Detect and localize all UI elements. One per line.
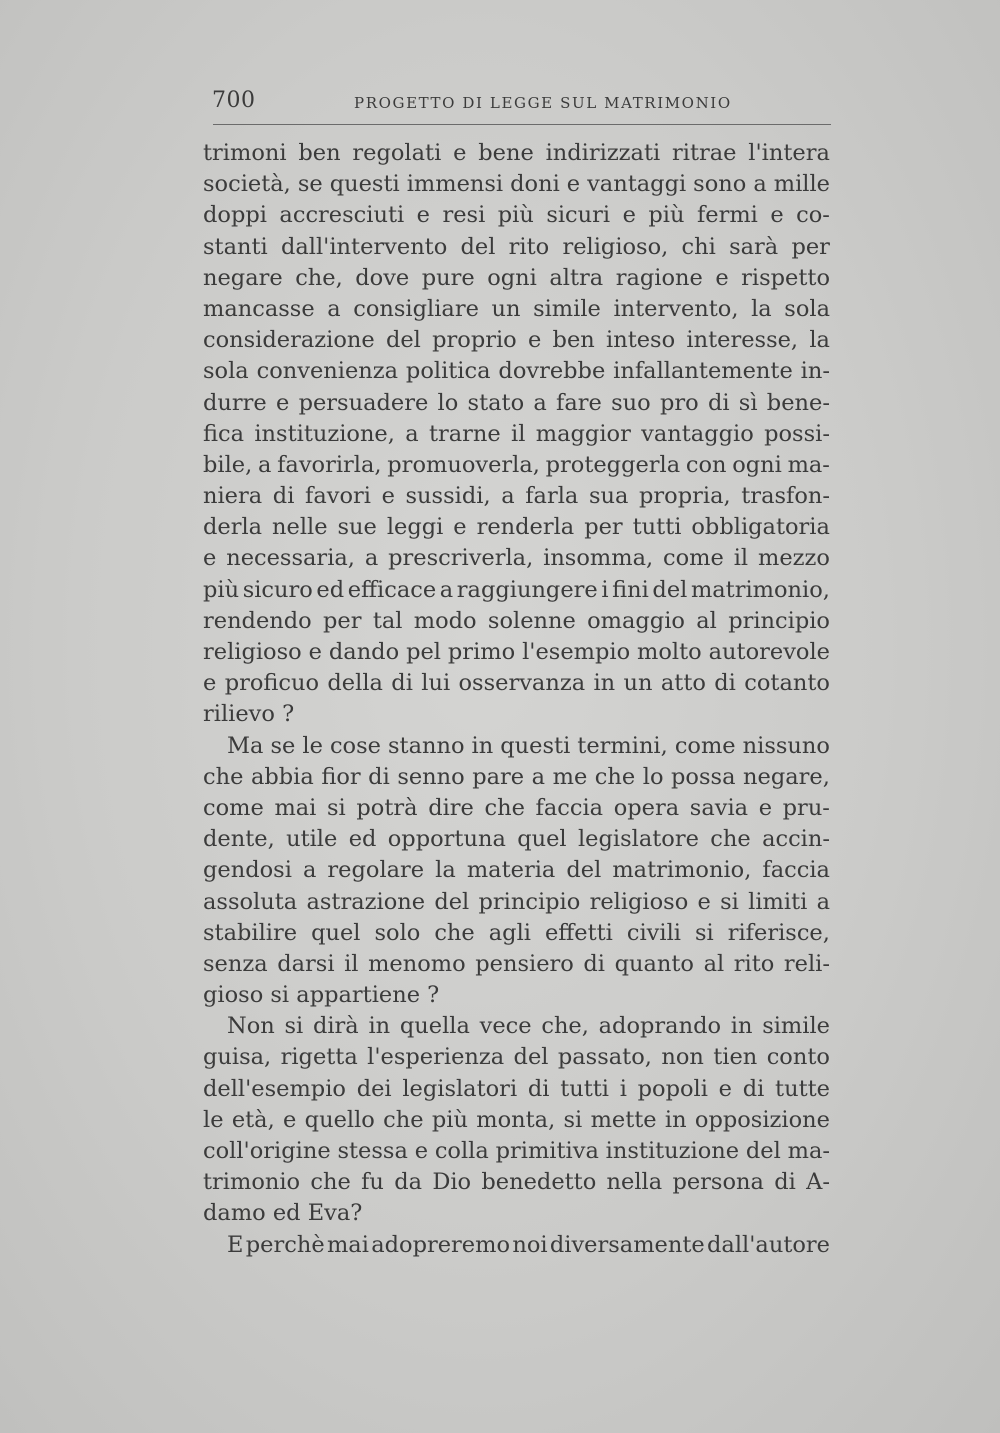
text-line: sola convenienza politica dovrebbe infallantemente in- <box>203 358 830 385</box>
text-line: trimoni ben regolati e bene indirizzati ritrae l'intera <box>203 140 830 166</box>
text-line: doppi accresciuti e resi più sicuri e più fermi e co- <box>203 202 830 229</box>
text-line: assoluta astrazione del principio religioso e si limiti a <box>203 888 830 915</box>
text-line: derla nelle sue leggi e renderla per tutti obbligatoria <box>203 514 830 541</box>
text-line: religioso e dando pel primo l'esempio molto autorevole <box>203 639 830 665</box>
page-header <box>212 88 832 120</box>
text-line: Non si dirà in quella vece che, adoprando in simile <box>227 1013 830 1040</box>
page-number: 700 <box>212 88 256 113</box>
text-line: trimonio che fu da Dio benedetto nella persona di A- <box>203 1169 830 1196</box>
text-line: Ma se le cose stanno in questi termini, come nissuno <box>227 732 830 759</box>
text-line: coll'origine stessa e colla primitiva instituzione del ma- <box>203 1138 830 1164</box>
text-line: dente, utile ed opportuna quel legislatore che accin- <box>203 826 830 853</box>
text-line: rilievo ? <box>203 701 295 728</box>
text-line: come mai si potrà dire che faccia opera savia e pru- <box>203 794 830 821</box>
running-head: PROGETTO DI LEGGE SUL MATRIMONIO <box>354 94 732 112</box>
body-text <box>203 138 830 1261</box>
text-line: considerazione del proprio e ben inteso interesse, la <box>203 327 830 354</box>
text-line: gioso si appartiene ? <box>203 982 440 1009</box>
text-line: le età, e quello che più monta, si mette in opposizione <box>203 1106 830 1133</box>
text-line: e proficuo della di lui osservanza in un atto di cotanto <box>203 670 830 697</box>
text-line: più sicuro ed efficace a raggiungere i fini del matrimonio, <box>203 576 830 603</box>
text-line: damo ed Eva? <box>203 1200 363 1227</box>
text-line: E perchè mai adopreremo noi diversamente dall'autore <box>227 1231 830 1258</box>
header-rule <box>213 124 831 125</box>
text-line: bile, a favorirla, promuoverla, proteggerla con ogni ma- <box>203 451 830 478</box>
text-line: mancasse a consigliare un simile intervento, la sola <box>203 295 830 322</box>
text-line: stabilire quel solo che agli effetti civili si riferisce, <box>203 919 830 946</box>
text-line: gendosi a regolare la materia del matrimonio, faccia <box>203 857 830 884</box>
text-line: fica instituzione, a trarne il maggior vantaggio possi- <box>203 420 830 447</box>
text-line: niera di favori e sussidi, a farla sua propria, trasfon- <box>203 483 830 510</box>
text-line: durre e persuadere lo stato a fare suo pro di sì bene- <box>203 389 830 416</box>
text-line: che abbia fior di senno pare a me che lo possa negare, <box>203 763 830 790</box>
text-line: senza darsi il menomo pensiero di quanto al rito reli- <box>203 950 830 977</box>
text-line: società, se questi immensi doni e vantaggi sono a mille <box>203 171 830 198</box>
text-line: negare che, dove pure ogni altra ragione e rispetto <box>203 264 830 291</box>
text-line: dell'esempio dei legislatori di tutti i popoli e di tutte <box>203 1075 830 1102</box>
text-line: stanti dall'intervento del rito religioso, chi sarà per <box>203 233 830 260</box>
text-line: guisa, rigetta l'esperienza del passato, non tien conto <box>203 1044 830 1071</box>
text-line: rendendo per tal modo solenne omaggio al principio <box>203 607 830 634</box>
text-line: e necessaria, a prescriverla, insomma, come il mezzo <box>203 545 830 572</box>
